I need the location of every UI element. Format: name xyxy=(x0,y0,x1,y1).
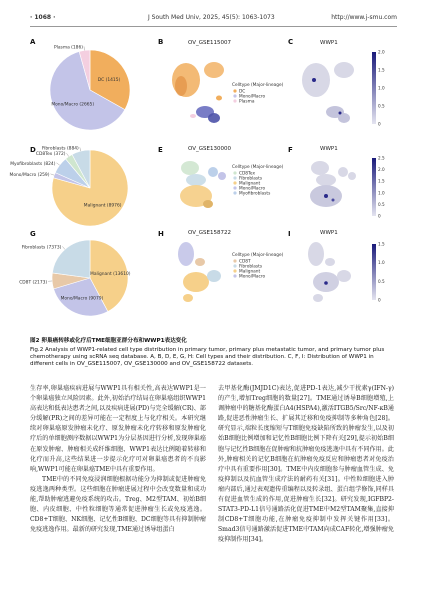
legend-swatch xyxy=(233,191,236,194)
panel-c-title: WWP1 xyxy=(320,40,338,46)
pie-leader-line xyxy=(84,46,85,50)
color-scale-tick: 1.0 xyxy=(378,260,385,266)
panel-letter-c: C xyxy=(288,38,294,46)
color-scale-tick: 1.0 xyxy=(378,190,385,196)
color-scale-tick: 0.5 xyxy=(378,278,385,284)
pie-label: Malignant (13610) xyxy=(90,271,131,277)
panel-b-title: OV_GSE115007 xyxy=(188,40,231,46)
color-scale-tick: 1.5 xyxy=(378,67,385,73)
legend-swatch xyxy=(233,171,236,174)
legend-label: Mono/Macro xyxy=(239,94,266,100)
legend-title: Celltype (Major-lineage) xyxy=(232,83,284,88)
legend-label: Malignant xyxy=(239,269,261,275)
legend-swatch xyxy=(233,89,236,92)
body-paragraph: 去甲基化酶(JMJD1C)表达,促进PD-1表达,减少干扰素γ(IFN-γ)的产生,增加Treg细胞的数量[27]。TME通过诱导B细胞增殖,上调肿瘤中的糖基化酶蛋白A4(HSPA4),激活ITGB5/Src/NF-κB通路,促进恶性肿瘤生长、扩展其迁移和免疫抑制等多种角色[28]。研究显示,端粒长度缩短与T细胞免疫缺陷所致的肿瘤发生,以及初始B细胞比例增加和记忆性B细胞比例下降有关[29],提示初始B细胞与记忆性B细胞在促肿瘤和抗肿瘤免疫逃逸中具有不同作用。此外,肿瘤相关的记忆B细胞在抗肿瘤免疫反应和肿瘤患者对免疫治疗中具有重要作用[30]。TME中内皮细胞参与肿瘤血管生成、免疫抑制以及抗血管生成疗法的耐药有关[31]。中性粒细胞进入肿瘤内部后,通过表观遗传重编程以及转录组、蛋白组学修饰,同样具有促进血管生成的作用,促进肿瘤生长[32]。研究发现,IGFBP2-STAT3-PD-L1信号通路活化促进TME中M2型TAM聚集,直接抑制CD8+T细胞功能,在肿瘤免疫抑制中发挥关键作用[33]。Smad3信号通路激活促进TME中TAM向成CAF转化,增强肿瘤免疫抑制作用[34]。 xyxy=(218,385,394,544)
legend-swatch xyxy=(233,259,236,262)
pie-label: Mono/Macro (259) xyxy=(9,172,50,178)
color-scale-tick: 0 xyxy=(378,213,381,219)
panel-b-umap xyxy=(172,62,224,123)
pie-label: Malignant (8976) xyxy=(83,203,122,209)
panel-letter-g: G xyxy=(30,230,36,238)
color-scale-bar xyxy=(372,158,376,216)
legend-swatch xyxy=(233,94,236,97)
panel-letter-a: A xyxy=(30,38,36,46)
panel-i-title: WWP1 xyxy=(320,230,338,236)
color-scale-tick: 0.5 xyxy=(378,103,385,109)
pie-label: Plasma (186) xyxy=(53,45,83,51)
legend-swatch xyxy=(233,269,236,272)
pie-label: Fibroblasts (884) xyxy=(41,146,79,152)
body-column-right xyxy=(218,384,394,546)
panel-letter-d: D xyxy=(30,146,36,154)
pie-leader-line xyxy=(50,174,54,175)
color-scale-bar xyxy=(372,52,376,124)
legend-label: CD8T xyxy=(239,259,251,265)
color-scale-tick: 1.0 xyxy=(378,85,385,91)
journal-website: http://www.j-smu.com xyxy=(331,14,397,21)
legend-label: Mono/Macro xyxy=(239,274,266,280)
legend-swatch xyxy=(233,274,236,277)
panel-i-umap xyxy=(308,242,351,302)
panel-e-umap xyxy=(180,161,226,208)
panel-c-umap xyxy=(302,62,354,123)
page-number: · 1068 · xyxy=(30,14,56,21)
figure-caption-en: Fig.2 Analysis of WWP1-related cell type distribution in primary tumor, primary plus metastatic tumor, and primary tumor plus chemotherapy using scRNA seq database. A, B, D, E, G, H: Cell types and their distribution. C, F, I: Distribution of WWP1 in different cells in OV_GSE115007, OV_GSE130000 and OV_GSE158722 datasets. xyxy=(30,347,385,368)
legend-swatch xyxy=(233,176,236,179)
color-scale-tick: 2.0 xyxy=(378,167,385,173)
legend-label: DC xyxy=(239,89,246,95)
color-scale-tick: 0.5 xyxy=(378,201,385,207)
pie-label: CD8T (2173) xyxy=(19,280,48,286)
body-column-left xyxy=(30,384,206,535)
panel-f-title: WWP1 xyxy=(320,146,338,152)
panel-letter-f: F xyxy=(288,146,293,154)
legend-swatch xyxy=(233,181,236,184)
legend-title: Celltype (Major-lineage) xyxy=(232,165,284,170)
caption-zh-text: 图2 卵巢癌转移或化疗后TME细胞亚群分布和WWP1表达变化 xyxy=(30,338,187,344)
color-scale-bar xyxy=(372,244,376,300)
legend-swatch xyxy=(233,264,236,267)
panel-f-umap xyxy=(310,161,356,207)
legend-label: Malignant xyxy=(239,181,261,187)
figure-caption-zh xyxy=(30,338,397,345)
color-scale-tick: 2.5 xyxy=(378,155,385,161)
body-paragraph: 生存率,卵巢癌疾病进展与WWP1具有相关性,高表达WWP1是一个卵巢癌独立风险因素。此外,初始治疗结局在卵巢癌组织WWP1高表达和低表达患者之间,以及疾病进展(PD)与完全缓解(CR)、部分缓解(PR)之间的差异可能在一定程度上与化疗相关。本研究继续对卵巢癌原发肿瘤未化疗、原发肿瘤未化疗转移和原发肿瘤化疗后的单细胞测序数据以WWP1为分层基因进行分析,发现卵巢癌在原发肿瘤、肿瘤相关成纤维细胞、WWP1表达比例随着转移和化疗而升高,这些结果进一步提示化疗可对卵巢癌患者的不良影响,WWP1可能在卵巢癌TME中具有重要作用。 xyxy=(30,385,206,473)
pie-leader-line xyxy=(62,246,65,249)
panel-e-title: OV_GSE130000 xyxy=(188,146,231,152)
pie-label: Mono/Macro (9079) xyxy=(60,296,104,302)
color-scale-tick: 2.0 xyxy=(378,49,385,55)
pie-leader-line xyxy=(66,153,68,156)
pie-label: Myofibroblasts (824) xyxy=(10,161,56,167)
pie-label: DC (1415) xyxy=(97,77,121,83)
legend-label: Mono/Macro xyxy=(239,186,266,192)
legend-label: Myofibroblasts xyxy=(239,191,271,197)
body-paragraph: TME中的不同免疫浸润细胞根据功能分为抑制或促进肿瘤免疫逃逸两种类型。这些细胞在肿瘤进展过程中会改变数量和成功能,帮助肿瘤逃避免疫系统的攻击。Treg、M2型TAM、初始B细胞、内皮细胞、中性粒细胞等通常促进肿瘤生长或免疫逃逸。CD8+T细胞、NK细胞、记忆性B细胞、DC细胞等具有抑制肿瘤免疫逃逸作用。最新的研究发现,TME通过诱导组蛋白 xyxy=(30,475,206,534)
panel-h-umap xyxy=(178,242,221,302)
pie-leader-line xyxy=(56,163,59,165)
journal-citation: J South Med Univ, 2025, 45(5): 1063-1073 xyxy=(148,14,275,21)
pie-label: Fibroblasts (7373) xyxy=(21,245,62,251)
panel-letter-e: E xyxy=(158,146,163,154)
pie-label: Mono/Macro (2665) xyxy=(51,102,95,108)
legend-swatch xyxy=(233,186,236,189)
color-scale-tick: 0 xyxy=(378,297,381,303)
panel-letter-i: I xyxy=(288,230,291,238)
color-scale-tick: 0 xyxy=(378,121,381,127)
legend-label: Plasma xyxy=(239,99,255,105)
legend-swatch xyxy=(233,99,236,102)
panel-letter-b: B xyxy=(158,38,164,46)
legend-label: Fibroblasts xyxy=(239,176,263,182)
legend-label: Fibroblasts xyxy=(239,264,263,270)
legend-label: CD8Tex xyxy=(239,171,256,177)
pie-leader-line xyxy=(80,147,81,151)
pie-label: CD8Tex (372) xyxy=(35,152,66,158)
legend-title: Celltype (Major-lineage) xyxy=(232,253,284,258)
panel-h-title: OV_GSE158722 xyxy=(188,230,231,236)
panel-letter-h: H xyxy=(158,230,164,238)
color-scale-tick: 1.5 xyxy=(378,178,385,184)
color-scale-tick: 1.5 xyxy=(378,241,385,247)
